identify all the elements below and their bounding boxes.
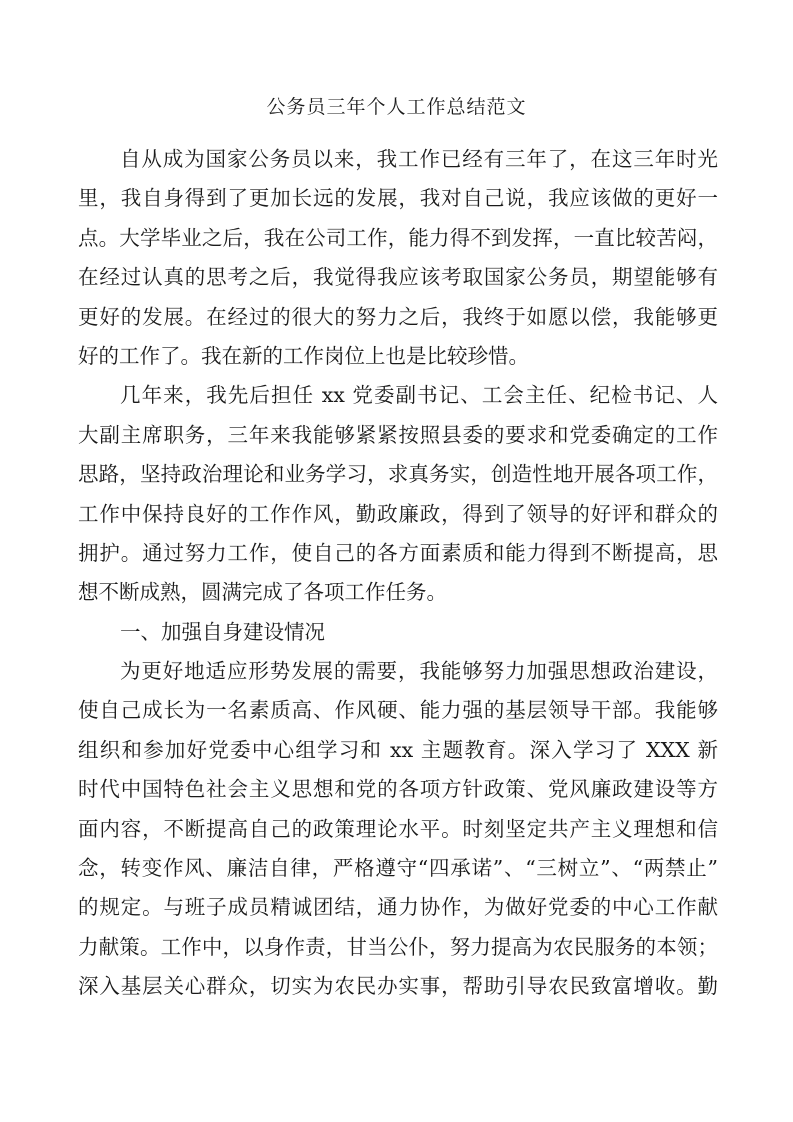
paragraph-3-line: 时代中国特色社会主义思想和党的各项方针政策、党风廉政建设等方: [78, 777, 718, 802]
paragraph-3-line: 力献策。工作中，以身作责，甘当公仆，努力提高为农民服务的本领；: [78, 934, 718, 959]
paragraph-3-line: 念，转变作风、廉洁自律，严格遵守“四承诺”、“三树立”、“两禁止”: [78, 856, 718, 881]
paragraph-2-line: 大副主席职务，三年来我能够紧紧按照县委的要求和党委确定的工作: [78, 422, 718, 447]
document-body: [78, 140, 718, 1007]
paragraph-3-line: 面内容，不断提高自己的政策理论水平。时刻坚定共产主义理想和信: [78, 816, 718, 841]
paragraph-3-line: 组织和参加好党委中心组学习和 xx 主题教育。深入学习了 XXX 新: [78, 737, 718, 762]
document-title: 公务员三年个人工作总结范文: [266, 96, 527, 118]
paragraph-1-line: 在经过认真的思考之后，我觉得我应该考取国家公务员，期望能够有: [78, 265, 718, 290]
paragraph-1-line: 好的工作了。我在新的工作岗位上也是比较珍惜。: [78, 343, 529, 368]
paragraph-1-line: 自从成为国家公务员以来，我工作已经有三年了，在这三年时光: [120, 147, 718, 171]
paragraph-2-line: 思路，坚持政治理论和业务学习，求真务实，创造性地开展各项工作，: [78, 462, 718, 487]
paragraph-3-line: 为更好地适应形势发展的需要，我能够努力加强思想政治建设，: [120, 659, 718, 684]
paragraph-3-line: 深入基层关心群众，切实为农民办实事，帮助引导农民致富增收。勤: [78, 974, 718, 999]
paragraph-1-line: 点。大学毕业之后，我在公司工作，能力得不到发挥，一直比较苦闷，: [78, 225, 718, 250]
paragraph-2-line: 想不断成熟，圆满完成了各项工作任务。: [78, 580, 447, 605]
paragraph-1-line: 里，我自身得到了更加长远的发展，我对自己说，我应该做的更好一: [78, 186, 718, 211]
section-heading: 一、加强自身建设情况: [120, 619, 325, 644]
paragraph-2-line: 工作中保持良好的工作作风，勤政廉政，得到了领导的好评和群众的: [78, 501, 718, 526]
paragraph-2-line: 拥护。通过努力工作，使自己的各方面素质和能力得到不断提高，思: [78, 540, 718, 565]
paragraph-2-line: 几年来，我先后担任 xx 党委副书记、工会主任、纪检书记、人: [120, 383, 718, 408]
paragraph-3-line: 的规定。与班子成员精诚团结，通力协作，为做好党委的中心工作献: [78, 895, 718, 920]
paragraph-1-line: 更好的发展。在经过的很大的努力之后，我终于如愿以偿，我能够更: [78, 304, 718, 329]
paragraph-3-line: 使自己成长为一名素质高、作风硬、能力强的基层领导干部。我能够: [78, 698, 718, 723]
